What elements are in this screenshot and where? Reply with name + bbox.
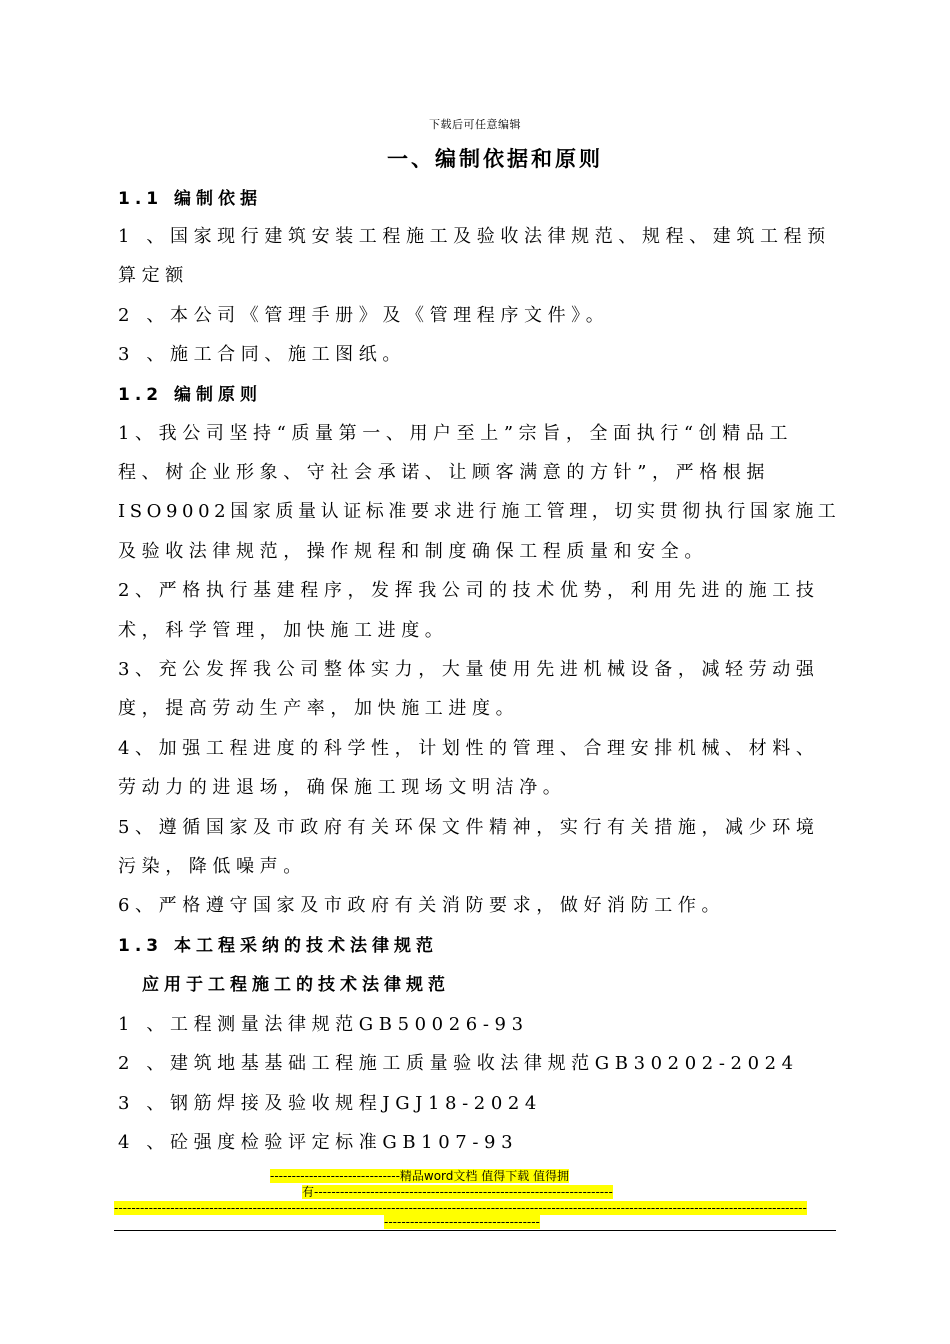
paragraph-line: 术，科学管理，加快施工进度。 [118,620,449,641]
paragraph-line: 1、我公司坚持“质量第一、用户至上”宗旨，全面执行“创精品工 [118,423,794,444]
paragraph-line: 3 、施工合同、施工图纸。 [118,344,406,365]
paragraph-line: 度，提高劳动生产率，加快施工进度。 [118,698,520,719]
footer-banner-line-2: 有--------------------------------------------------------------------- [302,1185,613,1199]
section-heading-1-1: 1.1 编制依据 [118,189,263,209]
paragraph-line: 2 、本公司《管理手册》及《管理程序文件》。 [118,305,610,326]
section-subheading: 应用于工程施工的技术法律规范 [142,975,450,995]
paragraph-line: 污染，降低噪声。 [118,856,307,877]
paragraph-line: 4、加强工程进度的科学性，计划性的管理、合理安排机械、材料、 [118,738,820,759]
footer-divider [114,1230,836,1231]
section-heading-1-2: 1.2 编制原则 [118,385,263,405]
standard-list-item: 3 、钢筋焊接及验收规程JGJ18-2024 [118,1093,542,1114]
document-title: 一、编制依据和原则 [387,147,603,171]
footer-banner-line-4: ------------------------------------ [384,1215,540,1229]
paragraph-line: 算定额 [118,265,189,286]
standard-list-item: 1 、工程测量法律规范GB50026-93 [118,1014,529,1035]
paragraph-line: ISO9002国家质量认证标准要求进行施工管理，切实贯彻执行国家施工 [118,501,841,522]
paragraph-line: 程、树企业形象、守社会承诺、让顾客满意的方针”，严格根据 [118,462,770,483]
paragraph-line: 及验收法律规范，操作规程和制度确保工程质量和安全。 [118,541,708,562]
standard-list-item: 4 、砼强度检验评定标准GB107-93 [118,1132,519,1153]
paragraph-line: 2、严格执行基建程序，发挥我公司的技术优势，利用先进的施工技 [118,580,820,601]
standard-list-item: 2 、建筑地基基础工程施工质量验收法律规范GB30202-2024 [118,1053,799,1074]
section-heading-1-3: 1.3 本工程采纳的技术法律规范 [118,936,439,956]
paragraph-line: 6、严格遵守国家及市政府有关消防要求，做好消防工作。 [118,895,726,916]
paragraph-line: 1 、国家现行建筑安装工程施工及验收法律规范、规程、建筑工程预 [118,226,831,247]
paragraph-line: 劳动力的进退场，确保施工现场文明洁净。 [118,777,567,798]
paragraph-line: 5、遵循国家及市政府有关环保文件精神，实行有关措施，减少环境 [118,817,820,838]
paragraph-line: 3、充公发挥我公司整体实力，大量使用先进机械设备，减轻劳动强 [118,659,820,680]
header-note: 下载后可任意编辑 [429,118,521,131]
footer-banner-line-3: ---------------------------------------------------------------------------------------------------------------------------------------------------------------- [114,1201,807,1215]
footer-banner-line-1: ------------------------------精品word文档 值得下载 值得拥 [270,1169,570,1183]
